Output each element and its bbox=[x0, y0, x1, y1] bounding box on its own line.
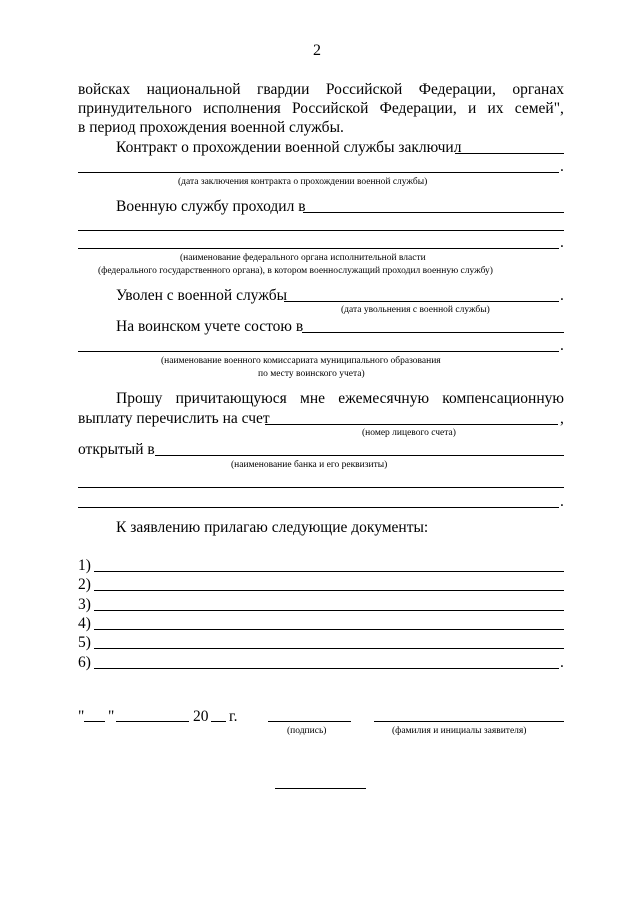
period-mark: . bbox=[560, 158, 564, 175]
attachment-number: 2) bbox=[78, 576, 91, 593]
service-label: Военную службу проходил в bbox=[116, 198, 306, 215]
bank-field-2[interactable] bbox=[78, 487, 564, 488]
attachment-number: 4) bbox=[78, 615, 91, 632]
request-word: ежемесячную bbox=[338, 390, 430, 407]
intro-line-2 bbox=[78, 100, 564, 118]
date-quote-open: " bbox=[78, 708, 85, 725]
account-caption: (номер лицевого счета) bbox=[362, 428, 456, 438]
period-mark: . bbox=[560, 287, 564, 304]
date-quote-close: " bbox=[108, 708, 115, 725]
registration-caption-2: по месту воинского учета) bbox=[258, 369, 365, 379]
attachment-number: 1) bbox=[78, 557, 91, 574]
service-field-3[interactable] bbox=[78, 248, 559, 249]
period-mark: . bbox=[560, 234, 564, 251]
intro-word: гвардии bbox=[257, 81, 310, 98]
intro-word: Федерации, bbox=[418, 81, 496, 98]
attachment-number: 3) bbox=[78, 596, 91, 613]
date-month-field[interactable] bbox=[116, 721, 189, 722]
attachment-number: 5) bbox=[78, 634, 91, 651]
intro-word: национальной bbox=[146, 81, 241, 98]
registration-field[interactable] bbox=[302, 332, 564, 333]
service-field-2[interactable] bbox=[78, 230, 564, 231]
intro-word: принудительного bbox=[78, 100, 192, 117]
contract-caption: (дата заключения контракта о прохождении военной службы) bbox=[178, 177, 428, 187]
intro-word: органах bbox=[512, 81, 564, 98]
intro-word: Российской bbox=[291, 100, 369, 117]
signature-caption: (подпись) bbox=[287, 726, 327, 736]
end-separator bbox=[275, 788, 366, 789]
intro-word: их bbox=[487, 100, 504, 117]
request-word: компенсационную bbox=[442, 390, 564, 407]
contract-date-field-2[interactable] bbox=[78, 172, 559, 173]
applicant-name-field[interactable] bbox=[374, 721, 564, 722]
registration-field-2[interactable] bbox=[78, 351, 559, 352]
date-year-suffix: г. bbox=[229, 708, 238, 725]
dismissal-date-field[interactable] bbox=[284, 301, 559, 302]
period-mark: . bbox=[560, 337, 564, 354]
attachment-field[interactable] bbox=[94, 571, 564, 572]
request-word: мне bbox=[300, 390, 326, 407]
name-caption: (фамилия и инициалы заявителя) bbox=[392, 726, 527, 736]
opened-label: открытый в bbox=[78, 441, 155, 458]
bank-field-3[interactable] bbox=[78, 507, 559, 508]
contract-date-field[interactable] bbox=[455, 153, 564, 154]
page-number: 2 bbox=[313, 42, 321, 59]
period-mark: . bbox=[560, 654, 564, 671]
intro-word: и bbox=[467, 100, 477, 117]
intro-word: исполнения bbox=[203, 100, 281, 117]
request-word: Прошу bbox=[116, 390, 163, 407]
dismissed-caption: (дата увольнения с военной службы) bbox=[341, 305, 490, 315]
request-line-1 bbox=[116, 390, 564, 408]
attachment-field[interactable] bbox=[94, 648, 564, 649]
registration-label: На воинском учете состою в bbox=[116, 318, 304, 335]
intro-word: семей", bbox=[514, 100, 564, 117]
attachment-field[interactable] bbox=[94, 668, 559, 669]
date-year-field[interactable] bbox=[211, 721, 226, 722]
dismissed-label: Уволен с военной службы bbox=[116, 287, 288, 304]
intro-word: Федерации, bbox=[379, 100, 457, 117]
attachments-label: К заявлению прилагаю следующие документы: bbox=[116, 519, 429, 536]
request-line-2: выплату перечислить на счет bbox=[78, 410, 270, 427]
date-year-prefix: 20 bbox=[193, 708, 209, 725]
account-number-field[interactable] bbox=[265, 424, 558, 425]
intro-line-3: в период прохождения военной службы. bbox=[78, 119, 344, 136]
signature-field[interactable] bbox=[268, 721, 351, 722]
date-day-field[interactable] bbox=[84, 721, 105, 722]
intro-line-1 bbox=[78, 81, 564, 99]
intro-word: Российской bbox=[325, 81, 403, 98]
request-word: причитающуюся bbox=[175, 390, 287, 407]
period-mark: . bbox=[560, 493, 564, 510]
service-caption-1: (наименование федерального органа исполнительной власти bbox=[180, 253, 426, 263]
bank-field[interactable] bbox=[155, 455, 564, 456]
attachment-number: 6) bbox=[78, 654, 91, 671]
service-field[interactable] bbox=[303, 212, 564, 213]
bank-caption: (наименование банка и его реквизиты) bbox=[231, 460, 388, 470]
service-caption-2: (федерального государственного органа), в котором военнослужащий проходил военную службу) bbox=[98, 266, 493, 276]
attachment-field[interactable] bbox=[94, 610, 564, 611]
registration-caption-1: (наименование военного комиссариата муниципального образования bbox=[161, 356, 441, 366]
intro-word: войсках bbox=[78, 81, 131, 98]
attachment-field[interactable] bbox=[94, 590, 564, 591]
contract-label: Контракт о прохождении военной службы заключил bbox=[116, 139, 462, 156]
comma-mark: , bbox=[560, 410, 564, 427]
attachment-field[interactable] bbox=[94, 629, 564, 630]
